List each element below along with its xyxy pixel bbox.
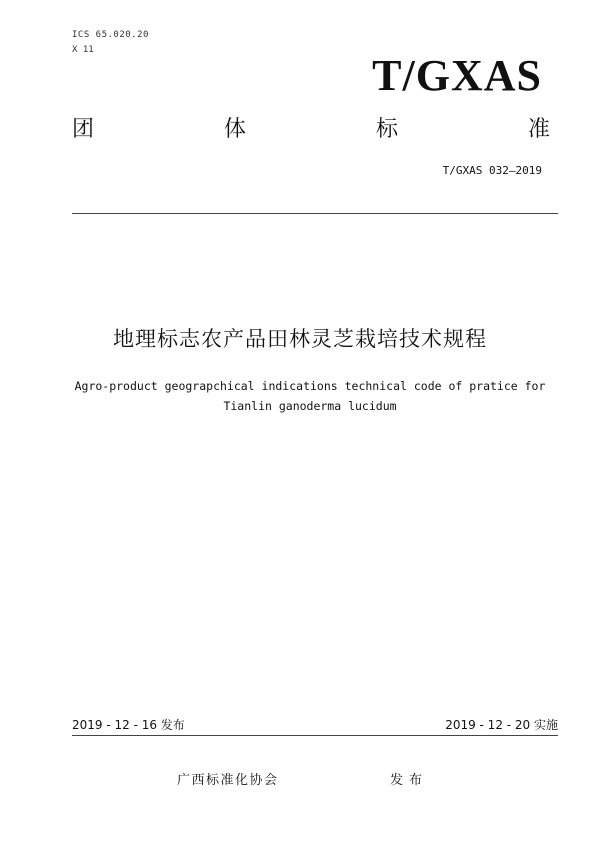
issue-date: 2019 - 12 - 16 发布 bbox=[72, 718, 185, 732]
ccs-code: X 11 bbox=[72, 45, 94, 55]
header-divider bbox=[72, 213, 558, 214]
document-title-english bbox=[40, 376, 580, 416]
title-english-line-1: Agro-product geograpchical indications technical code of pratice for bbox=[74, 379, 546, 393]
standard-type-char: 体 bbox=[223, 117, 246, 142]
standard-number: T/GXAS 032—2019 bbox=[442, 164, 542, 177]
document-title-chinese: 地理标志农产品田林灵芝栽培技术规程 bbox=[113, 327, 487, 351]
publish-label: 发布 bbox=[390, 773, 429, 788]
ics-code: ICS 65.020.20 bbox=[72, 30, 149, 40]
standard-type-char: 标 bbox=[375, 117, 398, 142]
standard-type-char: 准 bbox=[527, 117, 550, 142]
title-english-line-2: Tianlin ganoderma lucidum bbox=[223, 399, 397, 413]
standard-type-heading bbox=[72, 113, 550, 147]
footer-divider bbox=[72, 735, 558, 736]
standard-type-char: 团 bbox=[72, 117, 95, 142]
implementation-date: 2019 - 12 - 20 实施 bbox=[445, 718, 558, 732]
standard-brand-mark: T/GXAS bbox=[372, 51, 542, 100]
publisher-name: 广西标准化协会 bbox=[177, 773, 279, 788]
